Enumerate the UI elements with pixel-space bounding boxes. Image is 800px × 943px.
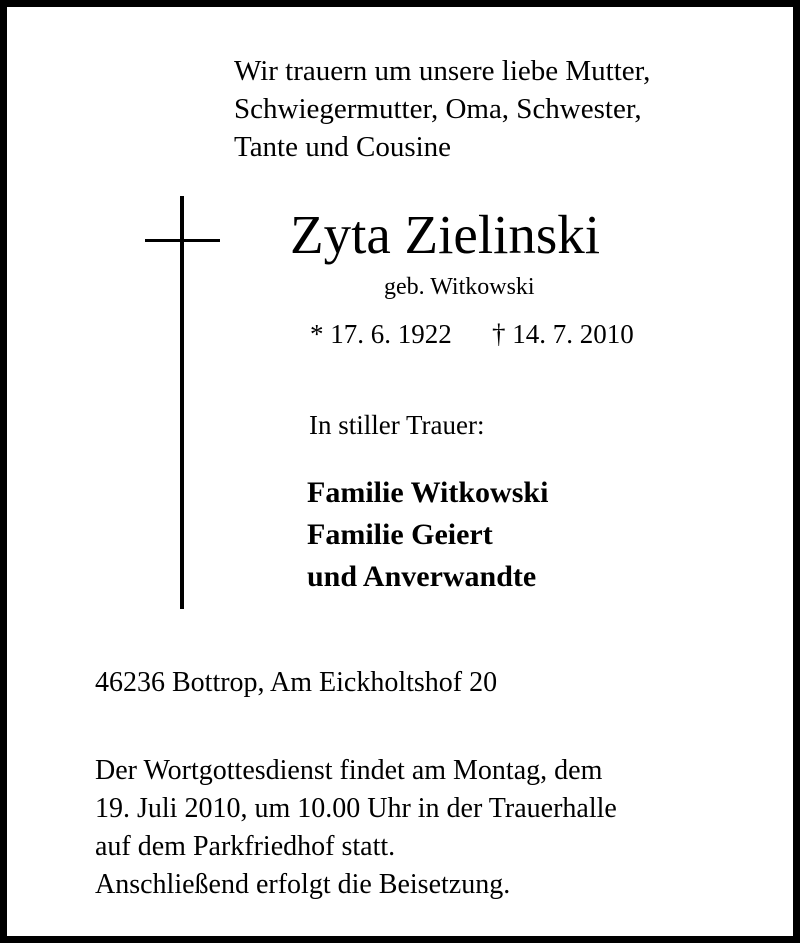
cross-horizontal-bar (145, 239, 220, 242)
intro-line-3: Tante und Cousine (234, 131, 452, 163)
mourner-family-1: Familie Witkowski (307, 476, 549, 509)
birth-date: * 17. 6. 1922 (310, 319, 452, 349)
maiden-name: geb. Witkowski (384, 274, 535, 300)
mourners-list (307, 472, 548, 598)
intro-line-1: Wir trauern um unsere liebe Mutter, (234, 55, 651, 87)
mourner-family-2: Familie Geiert (307, 518, 493, 551)
service-line-1: Der Wortgottesdienst findet am Montag, dem (95, 755, 603, 786)
service-line-3: auf dem Parkfriedhof statt. (95, 831, 396, 862)
address: 46236 Bottrop, Am Eickholtshof 20 (95, 667, 498, 698)
mourner-relatives: und Anverwandte (307, 560, 537, 593)
service-line-2: 19. Juli 2010, um 10.00 Uhr in der Trauerhalle (95, 793, 617, 824)
mourning-label: In stiller Trauer: (309, 410, 485, 440)
deceased-name: Zyta Zielinski (290, 204, 601, 265)
intro-text (234, 52, 650, 166)
cross-vertical-bar (180, 196, 184, 609)
service-info (95, 752, 617, 904)
death-date: † 14. 7. 2010 (492, 319, 634, 349)
service-line-4: Anschließend erfolgt die Beisetzung. (95, 869, 511, 900)
intro-line-2: Schwiegermutter, Oma, Schwester, (234, 93, 642, 125)
